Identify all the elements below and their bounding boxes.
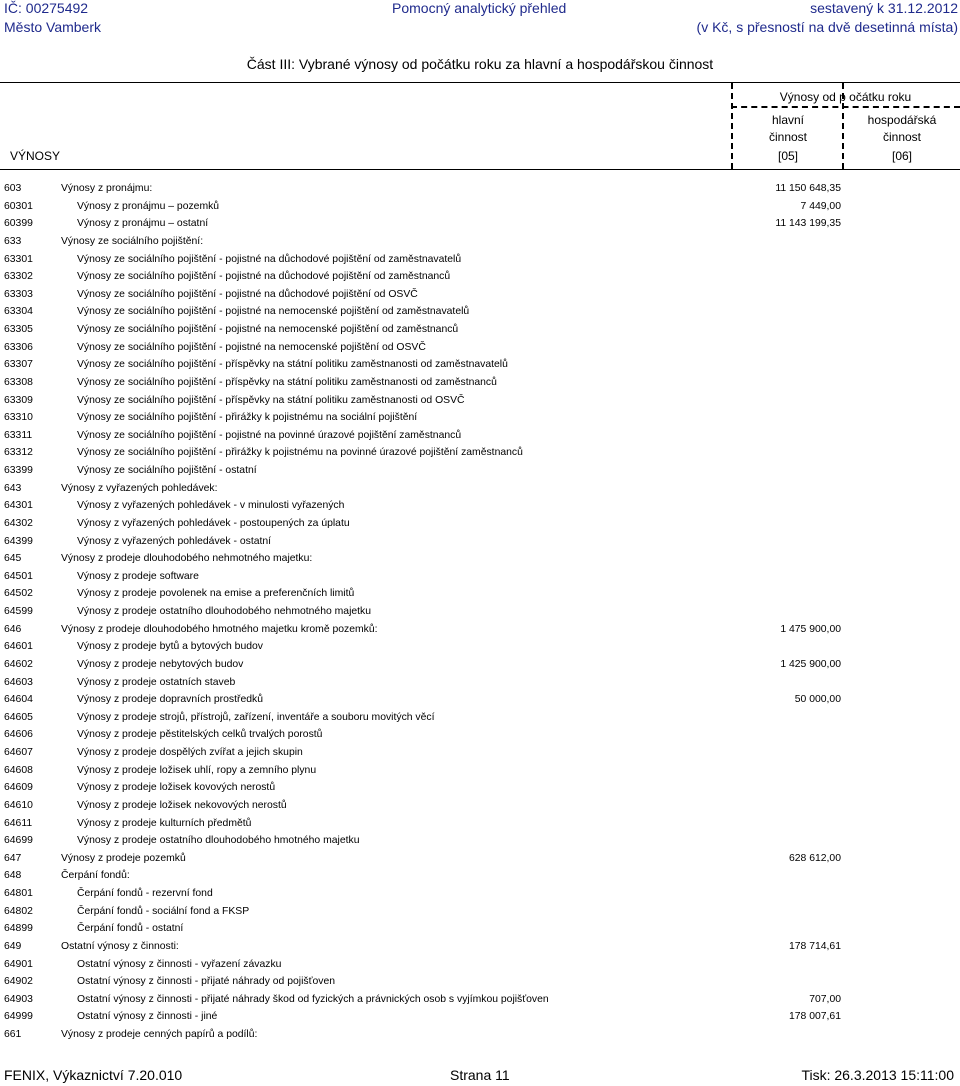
table-row	[0, 674, 960, 692]
row-name: Výnosy z prodeje nebytových budov	[77, 658, 244, 670]
row-name: Ostatní výnosy z činnosti - přijaté náhrady od pojišťoven	[77, 976, 336, 988]
row-name: Výnosy z prodeje strojů, přístrojů, zařízení, inventáře a souboru movitých věcí	[77, 711, 435, 723]
row-code: 633	[4, 235, 22, 247]
row-code: 63308	[4, 376, 33, 388]
table-row	[0, 409, 960, 427]
table-row	[0, 303, 960, 321]
row-name: Výnosy ze sociálního pojištění - přirážky k pojistnému na sociální pojištění	[77, 412, 418, 424]
row-code: 64604	[4, 694, 33, 706]
row-name: Ostatní výnosy z činnosti - přijaté náhrady škod od fyzických a právnických osob s vyjímkou pojišťoven	[77, 993, 549, 1005]
row-code: 64605	[4, 711, 33, 723]
table-row	[0, 180, 960, 198]
row-name: Výnosy z vyřazených pohledávek - v minulosti vyřazených	[77, 500, 345, 512]
row-code: 63312	[4, 447, 33, 459]
row-code: 661	[4, 1029, 22, 1040]
row-name: Čerpání fondů:	[61, 870, 130, 882]
row-code: 64901	[4, 958, 33, 970]
table-row	[0, 832, 960, 850]
table-row	[0, 497, 960, 515]
row-code: 64399	[4, 535, 33, 547]
row-name: Výnosy z prodeje dlouhodobého nehmotného majetku:	[61, 553, 313, 565]
row-code: 63307	[4, 359, 33, 371]
table-row	[0, 973, 960, 991]
table-row	[0, 427, 960, 445]
row-name: Výnosy z prodeje cenných papírů a podílů:	[61, 1029, 258, 1040]
row-code: 63311	[4, 429, 33, 441]
row-code: 64902	[4, 976, 33, 988]
row-code: 63310	[4, 412, 33, 424]
row-value-main: 707,00	[809, 993, 841, 1005]
row-code: 646	[4, 623, 22, 635]
col-label-vynosy: VÝNOSY	[10, 149, 61, 163]
table-row	[0, 286, 960, 304]
row-name: Výnosy z pronájmu – ostatní	[77, 218, 209, 230]
row-name: Čerpání fondů - ostatní	[77, 923, 184, 935]
table-row	[0, 233, 960, 251]
col1-line1: hlavní	[771, 113, 805, 127]
row-code: 64801	[4, 888, 33, 899]
row-code: 64601	[4, 641, 33, 653]
row-code: 64903	[4, 993, 33, 1005]
report-units: (v Kč, s přesností na dvě desetinná místa)	[696, 19, 958, 35]
table-row	[0, 797, 960, 815]
row-name: Výnosy z prodeje pozemků	[61, 852, 186, 864]
row-name: Výnosy ze sociálního pojištění - pojistné na nemocenské pojištění od OSVČ	[77, 341, 426, 353]
table-row	[0, 603, 960, 621]
row-code: 603	[4, 183, 22, 194]
table-row	[0, 568, 960, 586]
table-header	[0, 82, 960, 170]
row-code: 64599	[4, 606, 33, 617]
row-code: 60301	[4, 200, 33, 212]
table-row	[0, 1026, 960, 1044]
table-row	[0, 956, 960, 974]
table-row	[0, 779, 960, 797]
row-name: Výnosy z prodeje povolenek na emise a preferenčních limitů	[77, 588, 355, 600]
row-value-main: 11 143 199,35	[775, 218, 841, 230]
row-name: Ostatní výnosy z činnosti - jiné	[77, 1011, 218, 1023]
row-name: Výnosy z prodeje ostatního dlouhodobého hmotného majetku	[77, 835, 360, 847]
row-name: Výnosy z pronájmu:	[61, 183, 153, 194]
table-row	[0, 867, 960, 885]
row-name: Výnosy z vyřazených pohledávek:	[61, 482, 218, 494]
row-name: Výnosy ze sociálního pojištění - pojistné na důchodové pojištění od zaměstnanců	[77, 271, 451, 283]
table-row	[0, 268, 960, 286]
col2-line1: hospodářská	[867, 113, 937, 127]
row-value-main: 7 449,00	[800, 200, 841, 212]
row-name: Výnosy z prodeje bytů a bytových budov	[77, 641, 263, 653]
table-row	[0, 656, 960, 674]
row-name: Výnosy z prodeje kulturních předmětů	[77, 817, 252, 829]
table-row	[0, 691, 960, 709]
report-name: Pomocný analytický přehled	[392, 0, 567, 16]
table-row	[0, 251, 960, 269]
row-name: Výnosy z prodeje pěstitelských celků trvalých porostů	[77, 729, 323, 741]
footer-print-time: Tisk: 26.3.2013 15:11:00	[801, 1067, 954, 1083]
row-name: Ostatní výnosy z činnosti:	[61, 940, 179, 952]
row-name: Čerpání fondů - sociální fond a FKSP	[77, 905, 250, 917]
table-row	[0, 709, 960, 727]
row-code: 64610	[4, 799, 33, 811]
row-name: Výnosy z prodeje ložisek nekovových nerostů	[77, 799, 287, 811]
table-row	[0, 638, 960, 656]
row-code: 63306	[4, 341, 33, 353]
row-code: 63303	[4, 288, 33, 300]
row-code: 63399	[4, 465, 33, 476]
col2-code: [06]	[891, 149, 912, 163]
table-row	[0, 815, 960, 833]
row-code: 64802	[4, 905, 33, 917]
table-row	[0, 515, 960, 533]
table-row	[0, 339, 960, 357]
row-code: 64899	[4, 923, 33, 935]
table-row	[0, 198, 960, 216]
row-name: Výnosy ze sociálního pojištění - příspěvky na státní politiku zaměstnanosti od zaměstnavatelů	[77, 359, 508, 371]
row-code: 64502	[4, 588, 33, 600]
table-row	[0, 550, 960, 568]
org-id: IČ: 00275492	[4, 0, 89, 16]
table-row	[0, 938, 960, 956]
row-name: Výnosy ze sociálního pojištění - pojistné na důchodové pojištění od zaměstnavatelů	[77, 253, 462, 265]
table-row	[0, 885, 960, 903]
report-date: sestavený k 31.12.2012	[810, 0, 958, 16]
table-row	[0, 744, 960, 762]
row-name: Výnosy ze sociálního pojištění - pojistné na povinné úrazové pojištění zaměstnanců	[77, 429, 462, 441]
row-code: 64302	[4, 517, 33, 529]
row-name: Výnosy ze sociálního pojištění - příspěvky na státní politiku zaměstnanosti od zaměstnanců	[77, 376, 497, 388]
footer-page: Strana 11	[450, 1067, 510, 1083]
row-code: 63305	[4, 324, 33, 335]
row-name: Výnosy z prodeje ložisek kovových nerostů	[77, 782, 276, 794]
row-code: 64603	[4, 676, 33, 688]
row-name: Výnosy ze sociálního pojištění - pojistné na nemocenské pojištění od zaměstnavatelů	[77, 306, 470, 318]
row-code: 63301	[4, 253, 33, 265]
table-row	[0, 215, 960, 233]
row-code: 643	[4, 482, 22, 494]
table-row	[0, 462, 960, 480]
row-code: 64606	[4, 729, 33, 741]
row-value-main: 628 612,00	[788, 852, 841, 864]
header-divider	[731, 106, 960, 108]
row-name: Výnosy z vyřazených pohledávek - ostatní	[77, 535, 272, 547]
row-name: Výnosy z prodeje ostatních staveb	[77, 676, 236, 688]
row-name: Výnosy z prodeje ložisek uhlí, ropy a zemního plynu	[77, 764, 317, 776]
table-row	[0, 621, 960, 639]
row-name: Výnosy ze sociálního pojištění - ostatní	[77, 465, 257, 476]
row-code: 64609	[4, 782, 33, 794]
row-code: 64608	[4, 764, 33, 776]
row-code: 64699	[4, 835, 33, 847]
row-value-main: 178 007,61	[788, 1011, 841, 1023]
row-code: 64607	[4, 747, 33, 758]
table-row	[0, 321, 960, 339]
row-name: Výnosy z prodeje ostatního dlouhodobého nehmotného majetku	[77, 606, 372, 617]
table-row	[0, 1008, 960, 1026]
row-name: Výnosy z prodeje dopravních prostředků	[77, 694, 263, 706]
section-title: Část III: Vybrané výnosy od počátku roku za hlavní a hospodářskou činnost	[246, 56, 714, 72]
row-code: 647	[4, 852, 22, 864]
table-row	[0, 533, 960, 551]
row-code: 648	[4, 870, 22, 882]
footer-software: FENIX, Výkaznictví 7.20.010	[4, 1067, 183, 1083]
row-name: Čerpání fondů - rezervní fond	[77, 888, 213, 899]
row-code: 64611	[4, 817, 33, 829]
table-row	[0, 920, 960, 938]
org-name: Město Vamberk	[4, 19, 101, 35]
row-name: Výnosy z vyřazených pohledávek - postoupených za úplatu	[77, 517, 350, 529]
row-code: 60399	[4, 218, 33, 230]
col-group-label: Výnosy od p očátku roku	[779, 90, 912, 104]
row-code: 63304	[4, 306, 33, 318]
table-row	[0, 903, 960, 921]
row-name: Výnosy ze sociálního pojištění - pojistné na nemocenské pojištění od zaměstnanců	[77, 324, 459, 335]
table-row	[0, 991, 960, 1009]
col1-code: [05]	[777, 149, 798, 163]
row-code: 63309	[4, 394, 33, 406]
table-row	[0, 444, 960, 462]
row-name: Výnosy ze sociálního pojištění:	[61, 235, 204, 247]
col1-line2: činnost	[768, 130, 808, 144]
row-code: 64602	[4, 658, 33, 670]
row-name: Výnosy z prodeje dospělých zvířat a jejich skupin	[77, 747, 303, 758]
table-row	[0, 762, 960, 780]
row-code: 649	[4, 940, 22, 952]
table-row	[0, 392, 960, 410]
row-value-main: 1 425 900,00	[780, 658, 841, 670]
row-value-main: 11 150 648,35	[775, 183, 841, 194]
row-code: 64999	[4, 1011, 33, 1023]
table-row	[0, 726, 960, 744]
row-name: Výnosy z prodeje dlouhodobého hmotného majetku kromě pozemků:	[61, 623, 378, 635]
table-row	[0, 374, 960, 392]
table-row	[0, 850, 960, 868]
row-name: Výnosy ze sociálního pojištění - pojistné na důchodové pojištění od OSVČ	[77, 288, 418, 300]
row-code: 63302	[4, 271, 33, 283]
table-body	[0, 180, 960, 1044]
row-name: Ostatní výnosy z činnosti - vyřazení závazku	[77, 958, 282, 970]
row-value-main: 178 714,61	[788, 940, 841, 952]
row-value-main: 1 475 900,00	[780, 623, 841, 635]
row-name: Výnosy ze sociálního pojištění - příspěvky na státní politiku zaměstnanosti od OSVČ	[77, 394, 465, 406]
row-code: 64301	[4, 500, 33, 512]
row-value-main: 50 000,00	[794, 694, 841, 706]
row-name: Výnosy ze sociálního pojištění - přirážky k pojistnému na povinné úrazové pojištění zaměstnanců	[77, 447, 523, 459]
row-code: 645	[4, 553, 22, 565]
table-row	[0, 356, 960, 374]
col2-line2: činnost	[882, 130, 922, 144]
row-name: Výnosy z prodeje software	[77, 570, 199, 582]
row-name: Výnosy z pronájmu – pozemků	[77, 200, 220, 212]
table-row	[0, 480, 960, 498]
row-code: 64501	[4, 570, 33, 582]
table-row	[0, 585, 960, 603]
